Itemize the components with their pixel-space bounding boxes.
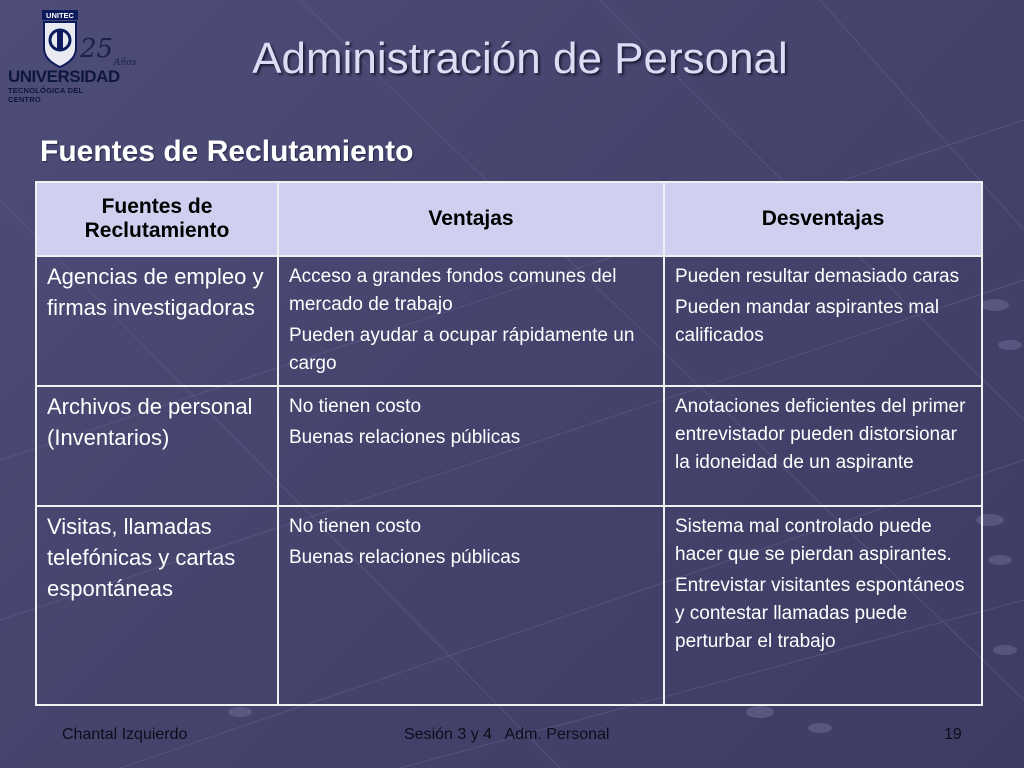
footer-page-number: 19 (944, 726, 962, 743)
footer-session: Sesión 3 y 4 Adm. Personal (404, 726, 610, 743)
advantage-item: Acceso a grandes fondos comunes del mercado de trabajo (289, 266, 617, 315)
anniversary-word: Años (114, 58, 137, 68)
table-row (36, 506, 982, 705)
disadvantage-item: Anotaciones deficientes del primer entrevistador pueden distorsionar la idoneidad de un aspirante (675, 396, 966, 473)
advantages-cell (278, 256, 664, 386)
source-cell: Agencias de empleo y firmas investigadoras (36, 256, 278, 386)
university-subname: TECNOLÓGICA DEL CENTRO (8, 86, 84, 104)
disadvantage-item: Entrevistar visitantes espontáneos y contestar llamadas puede perturbar el trabajo (675, 575, 965, 652)
disadvantages-cell (664, 506, 982, 705)
table-row (36, 386, 982, 506)
advantage-item: No tienen costo (289, 396, 422, 417)
disadvantage-item: Pueden resultar demasiado caras (675, 266, 960, 287)
table-header-row (36, 182, 982, 256)
advantages-cell (278, 386, 664, 506)
column-header-sources: Fuentes de Reclutamiento (36, 182, 278, 256)
advantages-cell (278, 506, 664, 705)
logo-badge-text: UNITEC (46, 11, 74, 20)
disadvantages-cell (664, 256, 982, 386)
advantage-item: Pueden ayudar a ocupar rápidamente un cargo (289, 325, 635, 374)
source-cell: Visitas, llamadas telefónicas y cartas espontáneas (36, 506, 278, 705)
column-header-disadvantages: Desventajas (664, 182, 982, 256)
recruitment-sources-table (35, 181, 983, 706)
disadvantages-cell (664, 386, 982, 506)
column-header-advantages: Ventajas (278, 182, 664, 256)
university-name: UNIVERSIDAD (8, 67, 120, 86)
source-cell: Archivos de personal (Inventarios) (36, 386, 278, 506)
disadvantage-item: Sistema mal controlado puede hacer que se pierdan aspirantes. (675, 516, 952, 565)
slide-title: Administración de Personal (252, 34, 788, 83)
footer-author: Chantal Izquierdo (62, 726, 188, 743)
university-logo (8, 4, 137, 104)
advantage-item: Buenas relaciones públicas (289, 547, 521, 568)
advantage-item: Buenas relaciones públicas (289, 427, 521, 448)
university-shield-icon (42, 10, 78, 68)
disadvantage-item: Pueden mandar aspirantes mal calificados (675, 297, 940, 346)
slide-subtitle: Fuentes de Reclutamiento (40, 135, 414, 168)
table-row (36, 256, 982, 386)
advantage-item: No tienen costo (289, 516, 422, 537)
anniversary-number: 25 (80, 34, 114, 64)
